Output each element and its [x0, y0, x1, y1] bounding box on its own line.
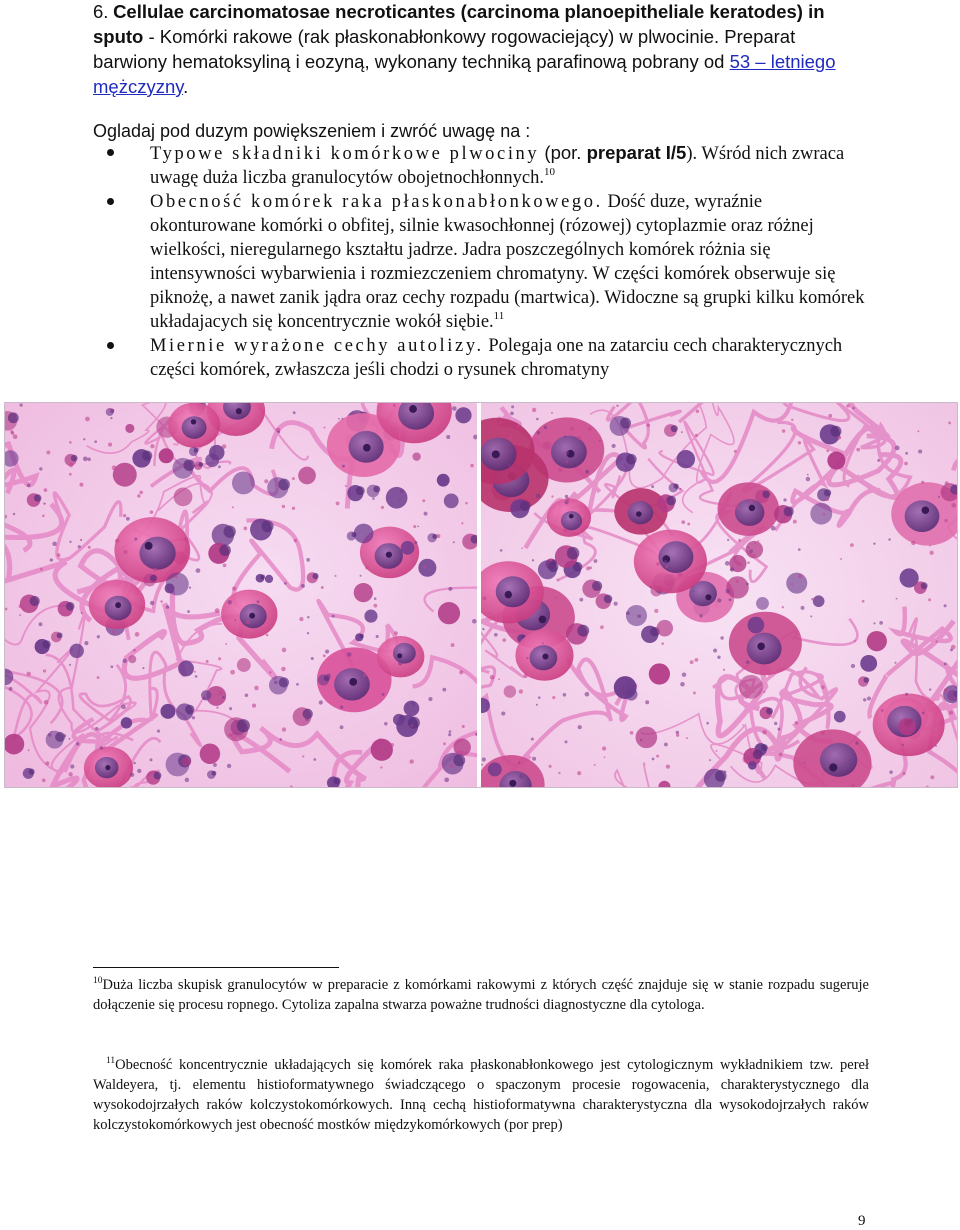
preparat-reference: preparat I/5 [586, 142, 687, 163]
specimen-heading [93, 0, 873, 100]
heading-description: - Komórki rakowe (rak płaskonabłonkowy rogowaciejący) w plwocinie. Preparat barwiony hematoksyliną i eozyną, wykonany techniką parafinową pobrany od [93, 26, 796, 72]
observation-text: Polegaja one na zatarciu cech charakterycznych części komórek, zwłaszcza jeśli chodzi o rysunek chromatyny [150, 336, 843, 380]
footnote-10 [93, 975, 869, 1015]
footnote-ref[interactable]: 10 [544, 166, 556, 178]
heading-end: . [183, 76, 189, 97]
micrograph-left [5, 403, 477, 787]
observation-ref-prefix: (por. [539, 142, 587, 163]
footnote-number: 10 [93, 976, 103, 986]
footnote-11 [93, 1055, 869, 1135]
footnote-number: 11 [106, 1056, 116, 1066]
heading-number: 6. [93, 1, 109, 22]
intro-instruction: Ogladaj pod duzym powiększeniem i zwróć uwagę na : [93, 121, 531, 141]
footnote-text: Duża liczba skupisk granulocytów w preparacie z komórkami rakowymi z których część znajduje się w stanie rozpadu sugeruje dołączenie się procesu ropnego. Cytoliza zapalna stwarza poważne trudności diagnostyczne dla cytologa. [93, 977, 869, 1013]
page-number: 9 [858, 1213, 866, 1229]
observation-title: Miernie wyrażone cechy autolizy. [150, 336, 484, 356]
footnote-ref[interactable]: 11 [493, 310, 505, 322]
footnote-separator [93, 967, 339, 968]
bullet-icon [107, 149, 114, 156]
observation-title: Obecność komórek raka płaskonabłonkowego. [150, 192, 603, 212]
patient-age-link[interactable]: 53 – letniego mężczyzny [93, 51, 836, 97]
footnote-text: Obecność koncentrycznie układających się komórek raka płaskonabłonkowego jest cytologicznym wykładnikiem tzw. pereł Waldeyera, tj. elementu histioformatywnego świadczącego o spaczonym procesie rogowacenia, charakterystycznego dla wysokodojrzałych raków kolczystokomórkowych. Inną cechą histioformatywna charakterystyczna dla wysokodojrzałych raków kolczystokomórkowych jest obecność mostków międzykomórkowych (por prep) [93, 1057, 869, 1133]
observation-text: ). Wśród nich zwraca uwagę duża liczba granulocytów obojetnochłonnych. [150, 144, 845, 188]
observation-item [105, 334, 865, 382]
observation-list [105, 141, 865, 382]
observation-item [105, 190, 865, 334]
observation-item [105, 141, 865, 190]
micrograph-right [481, 403, 957, 787]
observation-title: Typowe składniki komórkowe plwociny [150, 144, 540, 164]
bullet-icon [107, 198, 114, 205]
bullet-icon [107, 342, 114, 349]
observation-text: Dość duze, wyraźnie okonturowane komórki o obfitej, silnie kwasochłonnej (rózowej) cytoplazmie oraz różnej wielkości, nieregularnego kształtu jadrze. Jadra poszczególnych komórek różnia się intensywności wybarwienia i rozmiezczeniem chromatyny. W części komórek obserwuje się piknożę, a nawet zanik jądra oraz cechy rozpadu (martwica). Widoczne są grupki kilku komórek układajacych się koncentrycznie wokół siębie. [150, 192, 865, 332]
micrograph-panel [4, 402, 958, 788]
heading-latin-title: Cellulae carcinomatosae necroticantes (carcinoma planoepitheliale keratodes) in sputo [93, 1, 825, 47]
